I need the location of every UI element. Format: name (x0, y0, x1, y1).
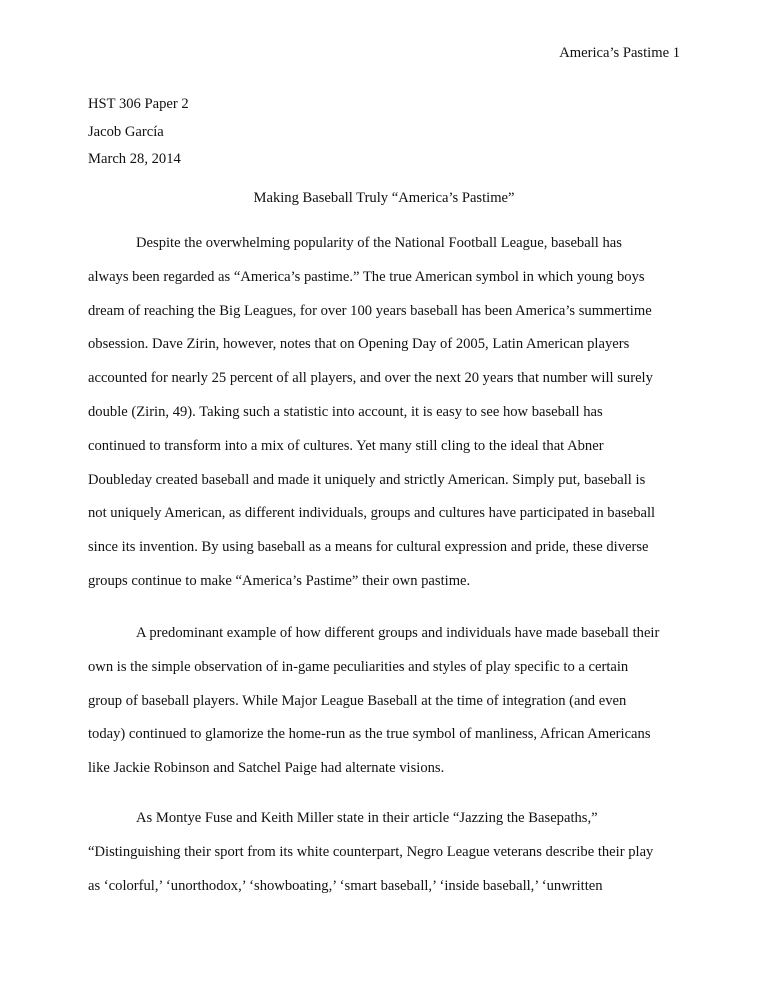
text-line: dream of reaching the Big Leagues, for over 100 years baseball has been America’s summertime (88, 302, 652, 319)
text-line: accounted for nearly 25 percent of all players, and over the next 20 years that number will surely (88, 370, 653, 387)
paragraph-3 (88, 808, 688, 909)
heading-block (88, 91, 189, 174)
paragraph-2 (88, 623, 688, 792)
text-line: today) continued to glamorize the home-run as the true symbol of manliness, African Americans (88, 726, 651, 743)
text-line: as ‘colorful,’ ‘unorthodox,’ ‘showboating,’ ‘smart baseball,’ ‘inside baseball,’ ‘unwritten (88, 877, 603, 894)
text-line: A predominant example of how different groups and individuals have made baseball their (136, 625, 660, 641)
text-line: group of baseball players. While Major League Baseball at the time of integration (and even (88, 692, 627, 709)
text-line: double (Zirin, 49). Taking such a statistic into account, it is easy to see how baseball has (88, 403, 603, 420)
paper-title: Making Baseball Truly “America’s Pastime” (253, 190, 515, 206)
text-line: not uniquely American, as different individuals, groups and cultures have participated in baseball (88, 505, 656, 522)
text-line: As Montye Fuse and Keith Miller state in their article “Jazzing the Basepaths,” (136, 810, 598, 826)
text-line: own is the simple observation of in-game peculiarities and styles of play specific to a certain (88, 658, 629, 675)
course-line: HST 306 Paper 2 (88, 96, 189, 112)
text-line: always been regarded as “America’s pastime.” The true American symbol in which young boys (88, 268, 645, 285)
text-line: Doubleday created baseball and made it uniquely and strictly American. Simply put, baseball is (88, 471, 646, 488)
text-line: like Jackie Robinson and Satchel Paige had alternate visions. (88, 760, 445, 777)
running-head: America’s Pastime 1 (559, 45, 680, 61)
text-line: since its invention. By using baseball as a means for cultural expression and pride, these diverse (88, 539, 649, 556)
date-line: March 28, 2014 (88, 151, 181, 167)
text-line: obsession. Dave Zirin, however, notes that on Opening Day of 2005, Latin American players (88, 336, 630, 353)
text-line: groups continue to make “America’s Pastime” their own pastime. (88, 572, 471, 589)
paragraph-1 (88, 233, 688, 605)
text-line: Despite the overwhelming popularity of the National Football League, baseball has (136, 235, 622, 251)
text-line: “Distinguishing their sport from its white counterpart, Negro League veterans describe their play (88, 843, 654, 860)
author-line: Jacob García (88, 123, 164, 140)
text-line: continued to transform into a mix of cultures. Yet many still cling to the ideal that Abner (88, 437, 604, 454)
